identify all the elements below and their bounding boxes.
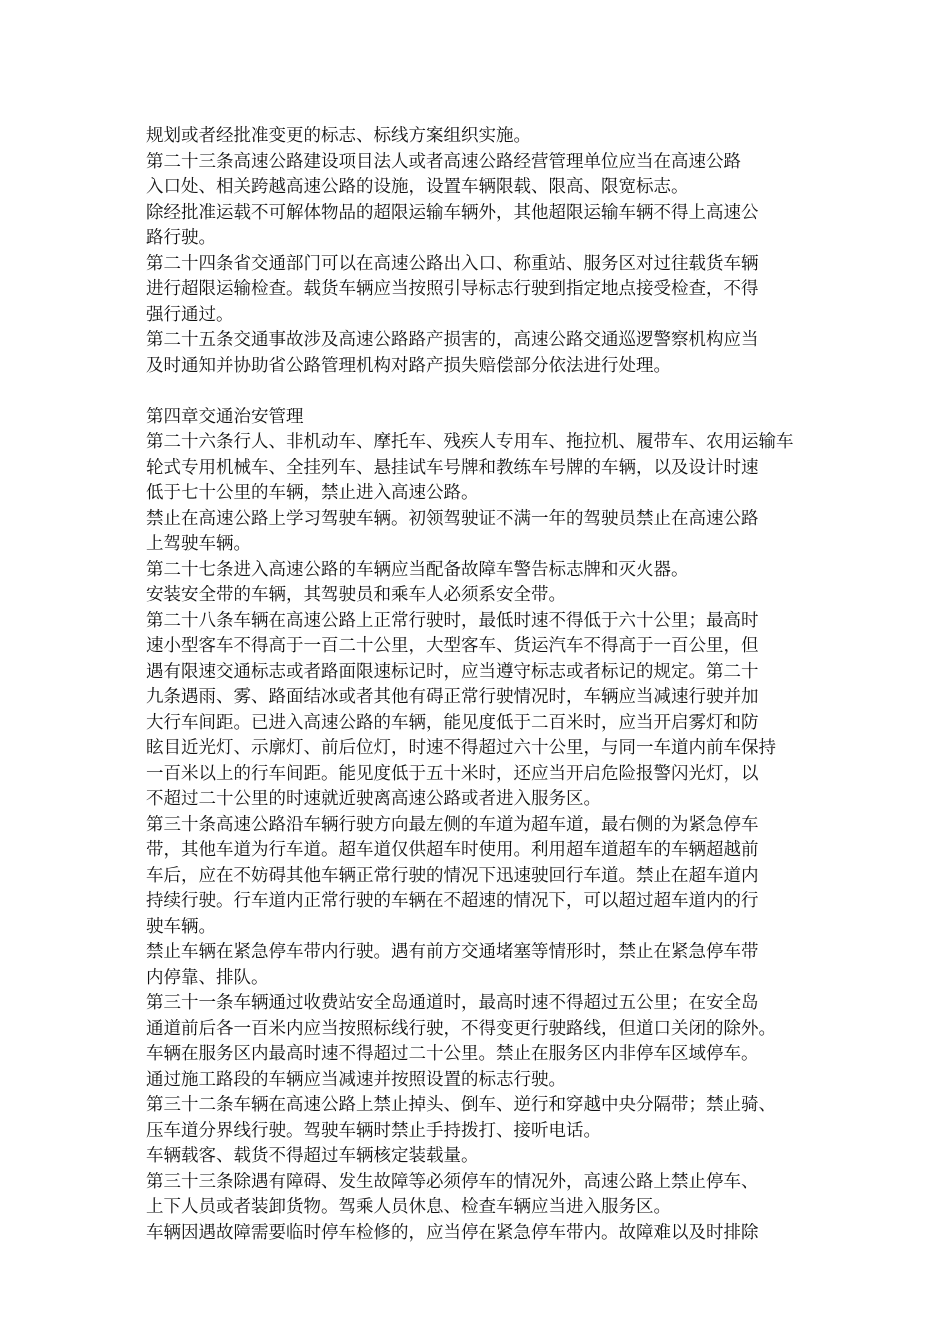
text-line: 第二十五条交通事故涉及高速公路路产损害的，高速公路交通巡逻警察机构应当	[146, 330, 759, 350]
text-line: 第二十八条车辆在高速公路上正常行驶时，最低时速不得低于六十公里；最高时	[146, 610, 759, 631]
text-line: 带，其他车道为行车道。超车道仅供超车时使用。利用超车道超车的车辆超越前	[146, 840, 759, 860]
text-line: 压车道分界线行驶。驾驶车辆时禁止手持拨打、接听电话。	[146, 1120, 601, 1141]
text-line: 遇有限速交通标志或者路面限速标记时，应当遵守标志或者标记的规定。第二十	[146, 661, 759, 682]
text-line: 第二十六条行人、非机动车、摩托车、残疾人专用车、拖拉机、履带车、农用运输车	[146, 432, 794, 452]
text-line: 安装安全带的车辆，其驾驶员和乘车人必须系安全带。	[146, 585, 566, 605]
text-line: 上驾驶车辆。	[146, 534, 251, 554]
text-line: 及时通知并协助省公路管理机构对路产损失赔偿部分依法进行处理。	[146, 355, 671, 376]
text-line: 进行超限运输检查。载货车辆应当按照引导标志行驶到指定地点接受检查，不得	[146, 279, 759, 299]
text-line: 驶车辆。	[146, 916, 216, 937]
text-line: 禁止在高速公路上学习驾驶车辆。初领驾驶证不满一年的驾驶员禁止在高速公路	[146, 508, 759, 529]
text-line: 大行车间距。已进入高速公路的车辆，能见度低于二百米时，应当开启雾灯和防	[146, 712, 759, 733]
text-line: 车辆在服务区内最高时速不得超过二十公里。禁止在服务区内非停车区域停车。	[146, 1044, 759, 1064]
text-line: 路行驶。	[146, 228, 216, 248]
text-line: 速小型客车不得高于一百二十公里，大型客车、货运汽车不得高于一百公里，但	[146, 636, 759, 656]
text-line: 一百米以上的行车间距。能见度低于五十米时，还应当开启危险报警闪光灯，以	[146, 763, 759, 784]
document-body	[146, 124, 826, 1246]
chapter-heading: 第四章交通治安管理	[146, 406, 304, 427]
text-line: 第三十二条车辆在高速公路上禁止掉头、倒车、逆行和穿越中央分隔带；禁止骑、	[146, 1095, 776, 1115]
text-line: 第三十条高速公路沿车辆行驶方向最左侧的车道为超车道，最右侧的为紧急停车	[146, 814, 759, 835]
text-line: 不超过二十公里的时速就近驶离高速公路或者进入服务区。	[146, 789, 601, 809]
text-line: 第三十三条除遇有障碍、发生故障等必须停车的情况外，高速公路上禁止停车、	[146, 1171, 759, 1192]
text-line: 入口处、相关跨越高速公路的设施，设置车辆限载、限高、限宽标志。	[146, 177, 689, 197]
text-line: 车辆载客、载货不得超过车辆核定装载量。	[146, 1146, 479, 1166]
text-line: 禁止车辆在紧急停车带内行驶。遇有前方交通堵塞等情形时，禁止在紧急停车带	[146, 942, 759, 962]
text-line: 轮式专用机械车、全挂列车、悬挂试车号牌和教练车号牌的车辆，以及设计时速	[146, 457, 759, 478]
text-line: 强行通过。	[146, 304, 234, 325]
text-line: 低于七十公里的车辆，禁止进入高速公路。	[146, 483, 479, 503]
text-line: 第二十四条省交通部门可以在高速公路出入口、称重站、服务区对过往载货车辆	[146, 253, 759, 274]
text-line: 持续行驶。行车道内正常行驶的车辆在不超速的情况下，可以超过超车道内的行	[146, 891, 759, 911]
text-line: 规划或者经批准变更的标志、标线方案组织实施。	[146, 126, 531, 146]
text-line: 九条遇雨、雾、路面结冰或者其他有碍正常行驶情况时，车辆应当减速行驶并加	[146, 687, 759, 707]
blank-line	[146, 379, 826, 405]
text-line: 上下人员或者装卸货物。驾乘人员休息、检查车辆应当进入服务区。	[146, 1197, 671, 1217]
text-line: 车后，应在不妨碍其他车辆正常行驶的情况下迅速驶回行车道。禁止在超车道内	[146, 865, 759, 886]
text-line: 内停靠、排队。	[146, 967, 269, 988]
text-line: 车辆因遇故障需要临时停车检修的，应当停在紧急停车带内。故障难以及时排除	[146, 1222, 759, 1243]
text-line: 眩目近光灯、示廓灯、前后位灯，时速不得超过六十公里，与同一车道内前车保持	[146, 738, 776, 758]
text-line: 第三十一条车辆通过收费站安全岛通道时，最高时速不得超过五公里；在安全岛	[146, 993, 759, 1013]
text-line: 通道前后各一百米内应当按照标线行驶，不得变更行驶路线，但道口关闭的除外。	[146, 1018, 776, 1039]
text-line: 第二十三条高速公路建设项目法人或者高速公路经营管理单位应当在高速公路	[146, 151, 741, 172]
text-line: 第二十七条进入高速公路的车辆应当配备故障车警告标志牌和灭火器。	[146, 559, 689, 580]
text-line: 通过施工路段的车辆应当减速并按照设置的标志行驶。	[146, 1069, 566, 1090]
text-line: 除经批准运载不可解体物品的超限运输车辆外，其他超限运输车辆不得上高速公	[146, 202, 759, 223]
